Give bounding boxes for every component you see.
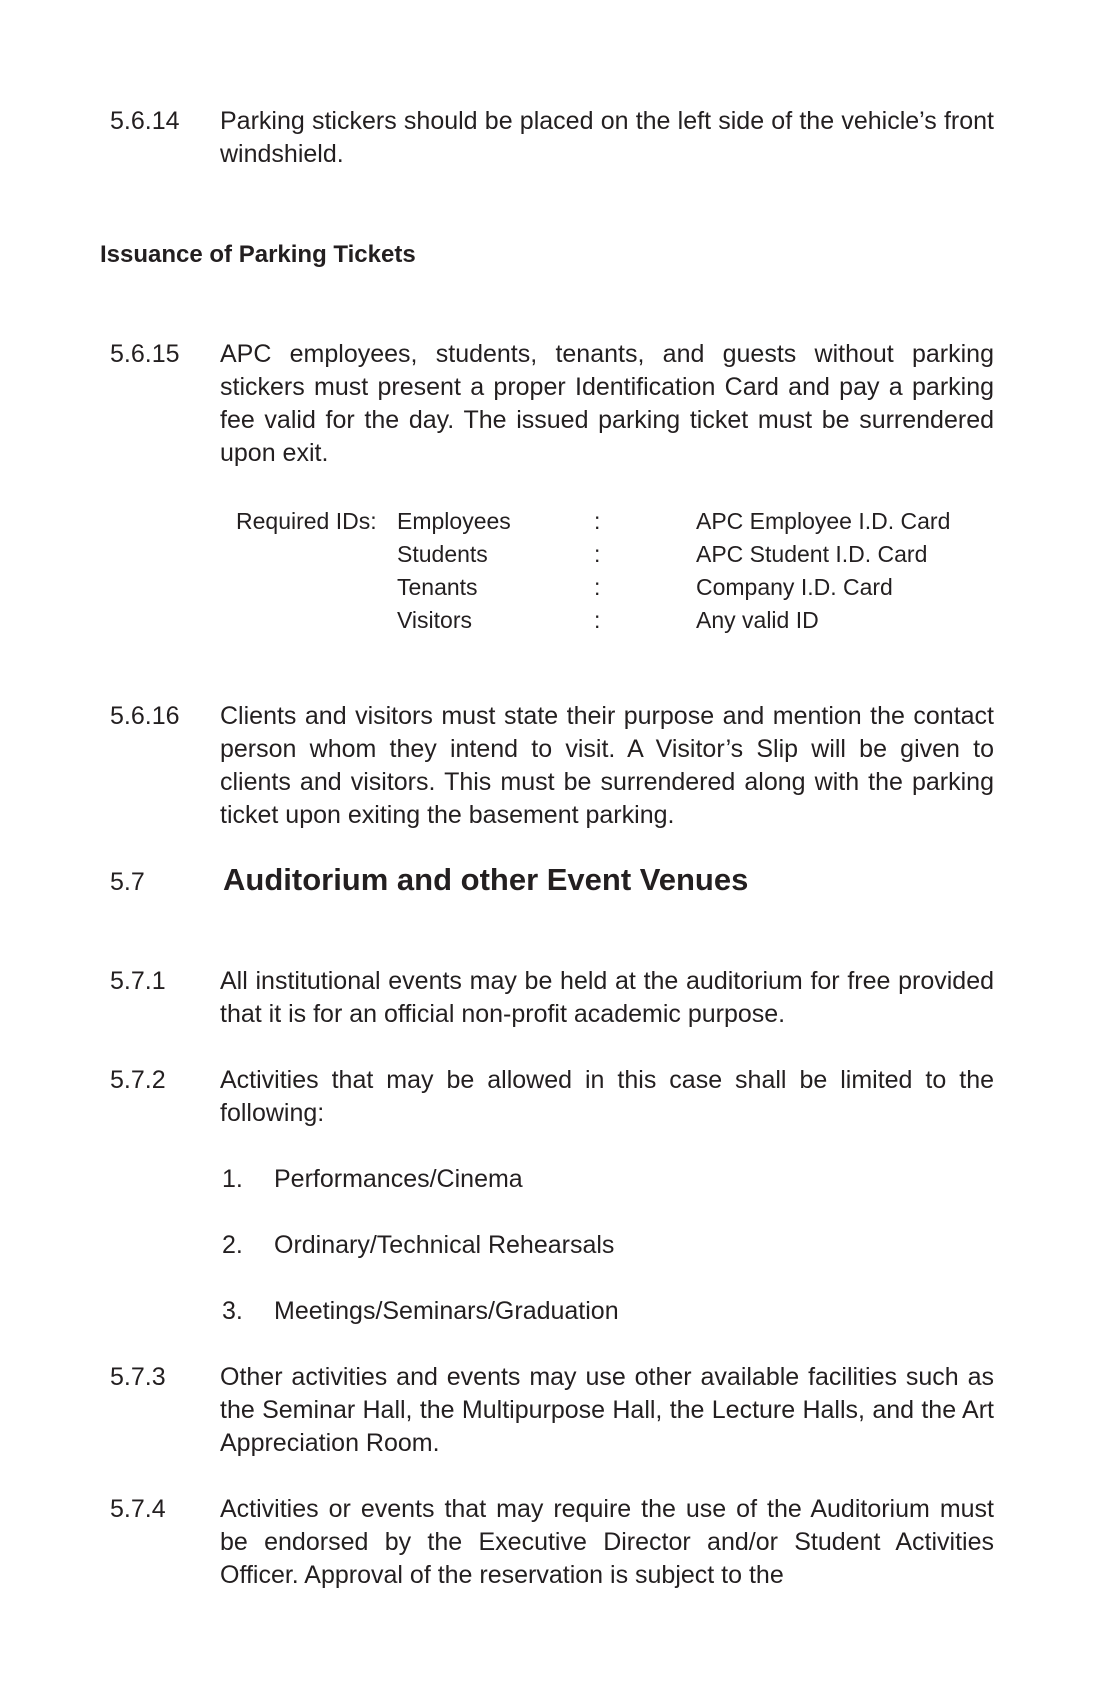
clause-number: 5.7.2 — [110, 1066, 166, 1094]
clause-5-7-1 — [110, 965, 994, 1031]
id-separator: : — [594, 541, 601, 567]
clause-5-6-14 — [110, 105, 994, 171]
clause-text: Parking stickers should be placed on the left side of the vehicle’s front windshield. — [220, 107, 994, 168]
section-heading — [110, 860, 994, 900]
section-title: Auditorium and other Event Venues — [223, 862, 749, 897]
activity-number: 3. — [222, 1297, 243, 1325]
clause-text: All institutional events may be held at the auditorium for free provided that it is for an official non-profit academic purpose. — [220, 967, 994, 1028]
clause-5-6-16 — [110, 700, 994, 832]
clause-text: Clients and visitors must state their purpose and mention the contact person whom they intend to visit. A Visitor’s Slip will be given to clients and visitors. This must be surrendered along with the parking ticket upon exiting the basement parking. — [220, 702, 994, 829]
clause-number: 5.6.14 — [110, 107, 180, 135]
id-separator: : — [594, 574, 601, 600]
id-card-type: APC Student I.D. Card — [696, 541, 928, 567]
id-category: Students — [397, 541, 488, 567]
clause-number: 5.7.1 — [110, 967, 166, 995]
clause-text: APC employees, students, tenants, and guests without parking stickers must present a proper Identification Card and pay a parking fee valid for the day. The issued parking ticket must be surrendered upon exit. — [220, 340, 994, 467]
clause-text: Other activities and events may use other available facilities such as the Seminar Hall, the Multipurpose Hall, the Lecture Halls, and the Art Appreciation Room. — [220, 1363, 994, 1457]
clause-number: 5.7.3 — [110, 1363, 166, 1391]
clause-5-7-3 — [110, 1361, 994, 1460]
section-number: 5.7 — [110, 868, 145, 896]
clause-text: Activities or events that may require the use of the Auditorium must be endorsed by the Executive Director and/or Student Activities Officer. Approval of the reservation is subject to the — [220, 1495, 994, 1589]
id-separator: : — [594, 508, 601, 534]
clause-text: Activities that may be allowed in this case shall be limited to the following: — [220, 1066, 994, 1127]
clause-5-7-4 — [110, 1493, 994, 1592]
id-card-type: APC Employee I.D. Card — [696, 508, 951, 534]
activity-text: Ordinary/Technical Rehearsals — [274, 1231, 615, 1259]
activity-number: 1. — [222, 1165, 243, 1193]
id-category: Employees — [397, 508, 511, 534]
activity-text: Performances/Cinema — [274, 1165, 523, 1193]
id-category: Visitors — [397, 607, 472, 633]
subheading-parking-tickets: Issuance of Parking Tickets — [100, 241, 416, 268]
id-card-type: Any valid ID — [696, 607, 819, 633]
activity-number: 2. — [222, 1231, 243, 1259]
required-ids-label: Required IDs: — [236, 508, 377, 534]
clause-number: 5.6.16 — [110, 702, 180, 730]
id-category: Tenants — [397, 574, 478, 600]
id-separator: : — [594, 607, 601, 633]
clause-5-6-15 — [110, 338, 994, 470]
activity-text: Meetings/Seminars/Graduation — [274, 1297, 619, 1325]
id-card-type: Company I.D. Card — [696, 574, 893, 600]
clause-5-7-2 — [110, 1064, 994, 1130]
clause-number: 5.7.4 — [110, 1495, 166, 1523]
clause-number: 5.6.15 — [110, 340, 180, 368]
